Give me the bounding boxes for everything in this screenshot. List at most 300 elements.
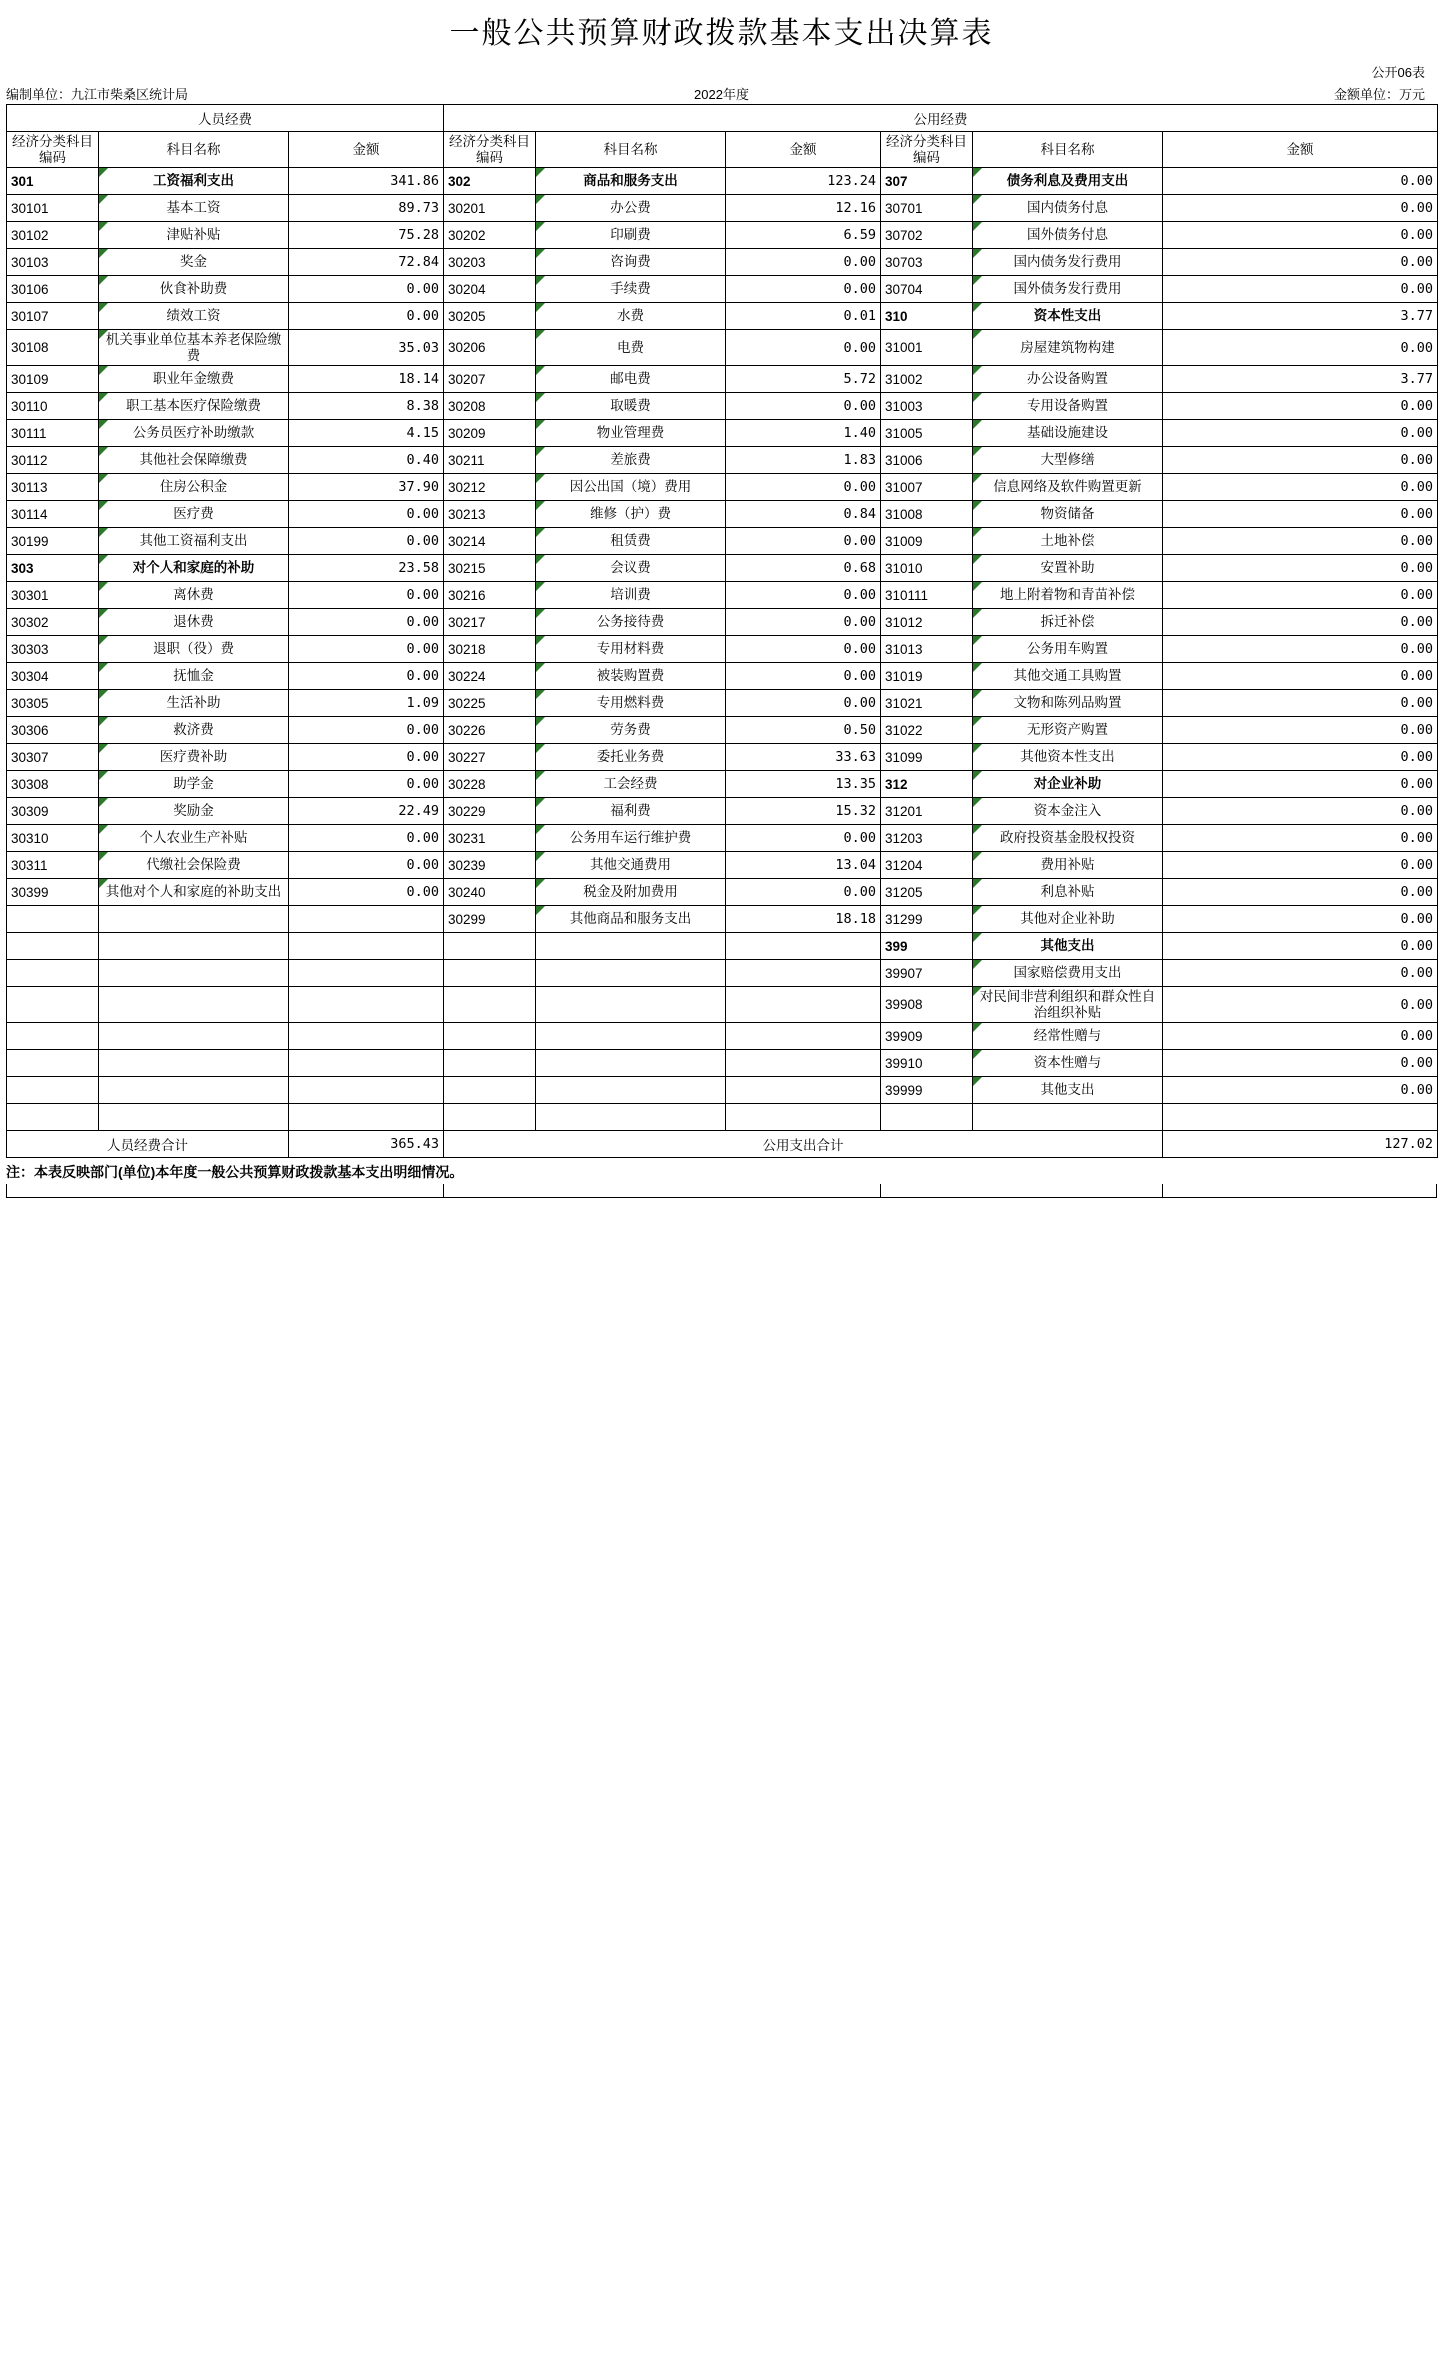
cell-amount: 0.00 — [1163, 195, 1438, 222]
cell-amount: 22.49 — [289, 798, 444, 825]
cell-name — [536, 1050, 726, 1077]
cell-code — [444, 1077, 536, 1104]
cell-amount: 75.28 — [289, 222, 444, 249]
cell-name: 劳务费 — [536, 717, 726, 744]
cell-code: 31003 — [881, 393, 973, 420]
cell-amount — [289, 987, 444, 1023]
cell-code: 30305 — [7, 690, 99, 717]
cell-code: 30308 — [7, 771, 99, 798]
cell-name: 税金及附加费用 — [536, 879, 726, 906]
cell-code: 31201 — [881, 798, 973, 825]
cell-name: 取暖费 — [536, 393, 726, 420]
cell-code: 30201 — [444, 195, 536, 222]
cell-code: 307 — [881, 168, 973, 195]
cell-name: 代缴社会保险费 — [99, 852, 289, 879]
cell-amount: 0.00 — [1163, 771, 1438, 798]
cell-code: 31099 — [881, 744, 973, 771]
cell-code — [7, 933, 99, 960]
cell-amount: 0.00 — [1163, 474, 1438, 501]
cell-name: 对企业补助 — [973, 771, 1163, 798]
cell-amount: 0.00 — [1163, 222, 1438, 249]
column-header-row — [7, 132, 1438, 168]
cell-amount: 0.00 — [1163, 1050, 1438, 1077]
cell-code: 39909 — [881, 1023, 973, 1050]
cell-code: 301 — [7, 168, 99, 195]
cell-name: 物资储备 — [973, 501, 1163, 528]
cell-code: 31013 — [881, 636, 973, 663]
cell-code: 39908 — [881, 987, 973, 1023]
cell-name: 生活补助 — [99, 690, 289, 717]
cell-amount: 0.00 — [289, 852, 444, 879]
bottom-strip — [6, 1184, 1437, 1198]
cell-name: 其他资本性支出 — [973, 744, 1163, 771]
cell-name: 专用燃料费 — [536, 690, 726, 717]
cell-name: 国内债务发行费用 — [973, 249, 1163, 276]
table-row — [7, 825, 1438, 852]
cell-code: 30202 — [444, 222, 536, 249]
cell-code: 31006 — [881, 447, 973, 474]
cell-name: 无形资产购置 — [973, 717, 1163, 744]
cell-code: 30240 — [444, 879, 536, 906]
cell-name: 其他交通工具购置 — [973, 663, 1163, 690]
cell-amount: 0.00 — [1163, 555, 1438, 582]
cell-code: 30108 — [7, 330, 99, 366]
cell-amount — [726, 1104, 881, 1131]
cell-name: 商品和服务支出 — [536, 168, 726, 195]
meta-second — [0, 84, 1443, 104]
table-row — [7, 690, 1438, 717]
cell-code: 30207 — [444, 366, 536, 393]
cell-amount: 0.00 — [726, 690, 881, 717]
cell-amount: 0.00 — [289, 609, 444, 636]
cell-amount: 0.00 — [726, 393, 881, 420]
cell-amount: 0.00 — [726, 528, 881, 555]
table-row — [7, 1023, 1438, 1050]
cell-name: 国外债务发行费用 — [973, 276, 1163, 303]
cell-name: 医疗费补助 — [99, 744, 289, 771]
cell-amount: 0.00 — [1163, 852, 1438, 879]
cell-name: 债务利息及费用支出 — [973, 168, 1163, 195]
cell-code: 30112 — [7, 447, 99, 474]
cell-code: 30226 — [444, 717, 536, 744]
cell-amount: 4.15 — [289, 420, 444, 447]
cell-amount: 0.00 — [289, 879, 444, 906]
cell-amount — [289, 933, 444, 960]
cell-code — [444, 987, 536, 1023]
cell-amount — [289, 1104, 444, 1131]
cell-code: 31007 — [881, 474, 973, 501]
cell-amount: 0.40 — [289, 447, 444, 474]
cell-name: 办公费 — [536, 195, 726, 222]
cell-code: 39999 — [881, 1077, 973, 1104]
cell-name: 公务用车运行维护费 — [536, 825, 726, 852]
cell-name: 其他工资福利支出 — [99, 528, 289, 555]
table-row — [7, 168, 1438, 195]
table-row — [7, 249, 1438, 276]
cell-code: 30311 — [7, 852, 99, 879]
cell-name: 奖金 — [99, 249, 289, 276]
cell-name: 房屋建筑物构建 — [973, 330, 1163, 366]
cell-name: 离休费 — [99, 582, 289, 609]
col-header-code-3: 经济分类科目编码 — [881, 132, 973, 168]
cell-amount — [726, 1077, 881, 1104]
cell-code: 30702 — [881, 222, 973, 249]
cell-name — [99, 987, 289, 1023]
cell-amount: 0.00 — [1163, 717, 1438, 744]
table-row — [7, 609, 1438, 636]
cell-name: 邮电费 — [536, 366, 726, 393]
cell-amount: 0.00 — [289, 528, 444, 555]
cell-code: 31021 — [881, 690, 973, 717]
cell-code — [444, 1050, 536, 1077]
cell-code — [7, 1077, 99, 1104]
cell-amount: 5.72 — [726, 366, 881, 393]
cell-amount: 35.03 — [289, 330, 444, 366]
cell-code: 30217 — [444, 609, 536, 636]
cell-name: 政府投资基金股权投资 — [973, 825, 1163, 852]
table-row — [7, 330, 1438, 366]
cell-amount: 13.35 — [726, 771, 881, 798]
cell-amount: 0.00 — [1163, 906, 1438, 933]
cell-code: 39907 — [881, 960, 973, 987]
cell-code: 30301 — [7, 582, 99, 609]
cell-name: 资本性支出 — [973, 303, 1163, 330]
cell-name: 其他社会保障缴费 — [99, 447, 289, 474]
cell-amount: 0.00 — [289, 663, 444, 690]
cell-amount: 0.68 — [726, 555, 881, 582]
table-row — [7, 393, 1438, 420]
cell-code — [7, 987, 99, 1023]
cell-code: 303 — [7, 555, 99, 582]
cell-amount: 37.90 — [289, 474, 444, 501]
table-row — [7, 528, 1438, 555]
cell-name — [536, 1077, 726, 1104]
cell-name: 专用材料费 — [536, 636, 726, 663]
cell-amount — [1163, 1104, 1438, 1131]
cell-amount: 6.59 — [726, 222, 881, 249]
cell-amount: 0.00 — [1163, 960, 1438, 987]
cell-amount: 0.00 — [726, 582, 881, 609]
table-row — [7, 771, 1438, 798]
cell-amount: 0.00 — [1163, 1077, 1438, 1104]
cell-amount: 0.00 — [289, 771, 444, 798]
cell-name: 奖励金 — [99, 798, 289, 825]
cell-amount — [289, 906, 444, 933]
cell-name: 公务接待费 — [536, 609, 726, 636]
cell-code: 30103 — [7, 249, 99, 276]
table-row — [7, 663, 1438, 690]
col-header-code-1: 经济分类科目编码 — [7, 132, 99, 168]
cell-amount — [289, 1050, 444, 1077]
cell-code: 30215 — [444, 555, 536, 582]
cell-name: 印刷费 — [536, 222, 726, 249]
cell-amount: 0.00 — [1163, 879, 1438, 906]
cell-name — [536, 987, 726, 1023]
cell-amount — [289, 1077, 444, 1104]
total-personnel-label: 人员经费合计 — [7, 1131, 289, 1158]
cell-name — [99, 1023, 289, 1050]
cell-name: 拆迁补偿 — [973, 609, 1163, 636]
cell-name: 助学金 — [99, 771, 289, 798]
cell-amount: 0.50 — [726, 717, 881, 744]
cell-name: 电费 — [536, 330, 726, 366]
cell-amount: 1.83 — [726, 447, 881, 474]
meta-top — [0, 62, 1443, 84]
cell-name: 经常性赠与 — [973, 1023, 1163, 1050]
cell-code: 30208 — [444, 393, 536, 420]
cell-code: 31205 — [881, 879, 973, 906]
cell-amount: 0.00 — [289, 501, 444, 528]
cell-code: 30212 — [444, 474, 536, 501]
cell-code: 30111 — [7, 420, 99, 447]
cell-amount: 3.77 — [1163, 303, 1438, 330]
budget-table — [6, 104, 1438, 1158]
cell-amount: 1.40 — [726, 420, 881, 447]
cell-code: 30203 — [444, 249, 536, 276]
cell-amount: 33.63 — [726, 744, 881, 771]
cell-code: 30216 — [444, 582, 536, 609]
cell-code: 30701 — [881, 195, 973, 222]
cell-code: 30214 — [444, 528, 536, 555]
cell-name: 手续费 — [536, 276, 726, 303]
table-row — [7, 879, 1438, 906]
table-row — [7, 960, 1438, 987]
cell-name: 个人农业生产补贴 — [99, 825, 289, 852]
cell-code: 30114 — [7, 501, 99, 528]
cell-name: 费用补贴 — [973, 852, 1163, 879]
cell-name: 公务员医疗补助缴款 — [99, 420, 289, 447]
cell-amount: 123.24 — [726, 168, 881, 195]
cell-name: 津贴补贴 — [99, 222, 289, 249]
cell-amount: 15.32 — [726, 798, 881, 825]
cell-amount: 0.00 — [726, 663, 881, 690]
cell-code: 399 — [881, 933, 973, 960]
form-number: 公开06表 — [1371, 65, 1425, 80]
cell-name: 被装购置费 — [536, 663, 726, 690]
cell-name: 资本性赠与 — [973, 1050, 1163, 1077]
total-public-label: 公用支出合计 — [444, 1131, 1163, 1158]
footnote: 注：本表反映部门(单位)本年度一般公共预算财政拨款基本支出明细情况。 — [6, 1164, 464, 1181]
cell-amount: 0.00 — [726, 609, 881, 636]
cell-amount: 0.00 — [726, 474, 881, 501]
col-header-amount-2: 金额 — [726, 132, 881, 168]
cell-amount: 0.00 — [1163, 276, 1438, 303]
cell-name: 伙食补助费 — [99, 276, 289, 303]
cell-name: 文物和陈列品购置 — [973, 690, 1163, 717]
cell-code: 31009 — [881, 528, 973, 555]
cell-name: 因公出国（境）费用 — [536, 474, 726, 501]
cell-amount — [726, 960, 881, 987]
col-header-name-3: 科目名称 — [973, 132, 1163, 168]
cell-name — [99, 960, 289, 987]
cell-amount: 0.00 — [1163, 987, 1438, 1023]
cell-code: 39910 — [881, 1050, 973, 1077]
total-personnel-amount: 365.43 — [289, 1131, 444, 1158]
table-row — [7, 366, 1438, 393]
cell-amount: 0.00 — [289, 582, 444, 609]
cell-code: 30209 — [444, 420, 536, 447]
cell-name — [99, 906, 289, 933]
cell-name: 救济费 — [99, 717, 289, 744]
page-title: 一般公共预算财政拨款基本支出决算表 — [449, 16, 994, 51]
cell-amount: 89.73 — [289, 195, 444, 222]
cell-code: 30211 — [444, 447, 536, 474]
cell-code: 30113 — [7, 474, 99, 501]
cell-code: 30307 — [7, 744, 99, 771]
cell-code: 30231 — [444, 825, 536, 852]
table-row — [7, 447, 1438, 474]
cell-code: 31012 — [881, 609, 973, 636]
cell-name — [99, 933, 289, 960]
cell-code: 30227 — [444, 744, 536, 771]
cell-amount: 0.00 — [289, 717, 444, 744]
amount-unit: 金额单位：万元 — [1333, 87, 1425, 102]
cell-name: 退职（役）费 — [99, 636, 289, 663]
cell-name: 国外债务付息 — [973, 222, 1163, 249]
cell-code: 30205 — [444, 303, 536, 330]
table-row — [7, 798, 1438, 825]
cell-amount: 0.00 — [1163, 501, 1438, 528]
cell-name: 土地补偿 — [973, 528, 1163, 555]
col-header-amount-1: 金额 — [289, 132, 444, 168]
cell-amount: 13.04 — [726, 852, 881, 879]
cell-name — [99, 1077, 289, 1104]
cell-amount: 0.00 — [726, 825, 881, 852]
cell-code: 30204 — [444, 276, 536, 303]
cell-name: 医疗费 — [99, 501, 289, 528]
cell-name: 其他对个人和家庭的补助支出 — [99, 879, 289, 906]
cell-amount: 0.00 — [1163, 420, 1438, 447]
cell-amount: 0.00 — [1163, 528, 1438, 555]
cell-name: 对个人和家庭的补助 — [99, 555, 289, 582]
cell-code — [881, 1104, 973, 1131]
cell-amount: 0.00 — [1163, 609, 1438, 636]
cell-name: 退休费 — [99, 609, 289, 636]
cell-amount: 0.00 — [289, 276, 444, 303]
table-row — [7, 276, 1438, 303]
cell-amount: 0.00 — [726, 330, 881, 366]
cell-name: 其他商品和服务支出 — [536, 906, 726, 933]
cell-amount: 0.01 — [726, 303, 881, 330]
cell-amount: 0.00 — [1163, 636, 1438, 663]
table-row — [7, 474, 1438, 501]
cell-amount — [726, 987, 881, 1023]
cell-amount: 0.00 — [726, 276, 881, 303]
cell-code: 30304 — [7, 663, 99, 690]
cell-name: 培训费 — [536, 582, 726, 609]
cell-amount: 0.00 — [289, 303, 444, 330]
table-row — [7, 195, 1438, 222]
cell-code: 30303 — [7, 636, 99, 663]
cell-name: 福利费 — [536, 798, 726, 825]
cell-amount: 0.84 — [726, 501, 881, 528]
cell-name: 职工基本医疗保险缴费 — [99, 393, 289, 420]
cell-amount: 0.00 — [1163, 249, 1438, 276]
total-public-amount: 127.02 — [1163, 1131, 1438, 1158]
cell-code: 30218 — [444, 636, 536, 663]
cell-amount — [726, 1023, 881, 1050]
cell-amount: 0.00 — [726, 636, 881, 663]
table-row — [7, 501, 1438, 528]
col-header-amount-3: 金额 — [1163, 132, 1438, 168]
table-row — [7, 906, 1438, 933]
cell-code: 31019 — [881, 663, 973, 690]
cell-name: 水费 — [536, 303, 726, 330]
cell-code: 30107 — [7, 303, 99, 330]
cell-name: 住房公积金 — [99, 474, 289, 501]
cell-code: 30302 — [7, 609, 99, 636]
cell-amount: 0.00 — [1163, 168, 1438, 195]
cell-code: 30704 — [881, 276, 973, 303]
cell-code: 30399 — [7, 879, 99, 906]
table-row — [7, 717, 1438, 744]
fiscal-year: 2022年度 — [694, 87, 749, 102]
table-row — [7, 303, 1438, 330]
cell-name — [536, 960, 726, 987]
cell-name: 差旅费 — [536, 447, 726, 474]
cell-name: 国家赔偿费用支出 — [973, 960, 1163, 987]
cell-name: 公务用车购置 — [973, 636, 1163, 663]
cell-amount: 0.00 — [289, 744, 444, 771]
table-row — [7, 1050, 1438, 1077]
table-row — [7, 420, 1438, 447]
cell-name: 其他交通费用 — [536, 852, 726, 879]
cell-code: 312 — [881, 771, 973, 798]
cell-amount — [289, 960, 444, 987]
cell-name: 会议费 — [536, 555, 726, 582]
cell-code: 30206 — [444, 330, 536, 366]
cell-amount: 8.38 — [289, 393, 444, 420]
cell-amount: 18.14 — [289, 366, 444, 393]
table-row — [7, 582, 1438, 609]
prepared-by: 编制单位：九江市柴桑区统计局 — [6, 87, 189, 102]
cell-code: 31005 — [881, 420, 973, 447]
cell-name: 咨询费 — [536, 249, 726, 276]
cell-code: 30703 — [881, 249, 973, 276]
cell-amount: 0.00 — [1163, 582, 1438, 609]
cell-name: 其他支出 — [973, 1077, 1163, 1104]
cell-amount: 23.58 — [289, 555, 444, 582]
cell-name: 基本工资 — [99, 195, 289, 222]
cell-code: 31299 — [881, 906, 973, 933]
cell-name — [973, 1104, 1163, 1131]
table-row — [7, 222, 1438, 249]
cell-name: 委托业务费 — [536, 744, 726, 771]
cell-name: 维修（护）费 — [536, 501, 726, 528]
cell-amount: 0.00 — [1163, 798, 1438, 825]
cell-amount: 12.16 — [726, 195, 881, 222]
cell-code — [7, 1023, 99, 1050]
cell-name — [99, 1050, 289, 1077]
cell-amount: 0.00 — [289, 825, 444, 852]
cell-amount: 0.00 — [726, 249, 881, 276]
table-row — [7, 555, 1438, 582]
cell-name: 安置补助 — [973, 555, 1163, 582]
cell-name: 资本金注入 — [973, 798, 1163, 825]
cell-name: 信息网络及软件购置更新 — [973, 474, 1163, 501]
cell-name: 工资福利支出 — [99, 168, 289, 195]
cell-code: 30225 — [444, 690, 536, 717]
cell-amount: 341.86 — [289, 168, 444, 195]
cell-name: 大型修缮 — [973, 447, 1163, 474]
cell-name — [536, 1104, 726, 1131]
cell-amount: 0.00 — [1163, 447, 1438, 474]
cell-code — [444, 1104, 536, 1131]
table-row — [7, 744, 1438, 771]
cell-code: 30310 — [7, 825, 99, 852]
cell-amount: 0.00 — [1163, 690, 1438, 717]
cell-code: 31010 — [881, 555, 973, 582]
